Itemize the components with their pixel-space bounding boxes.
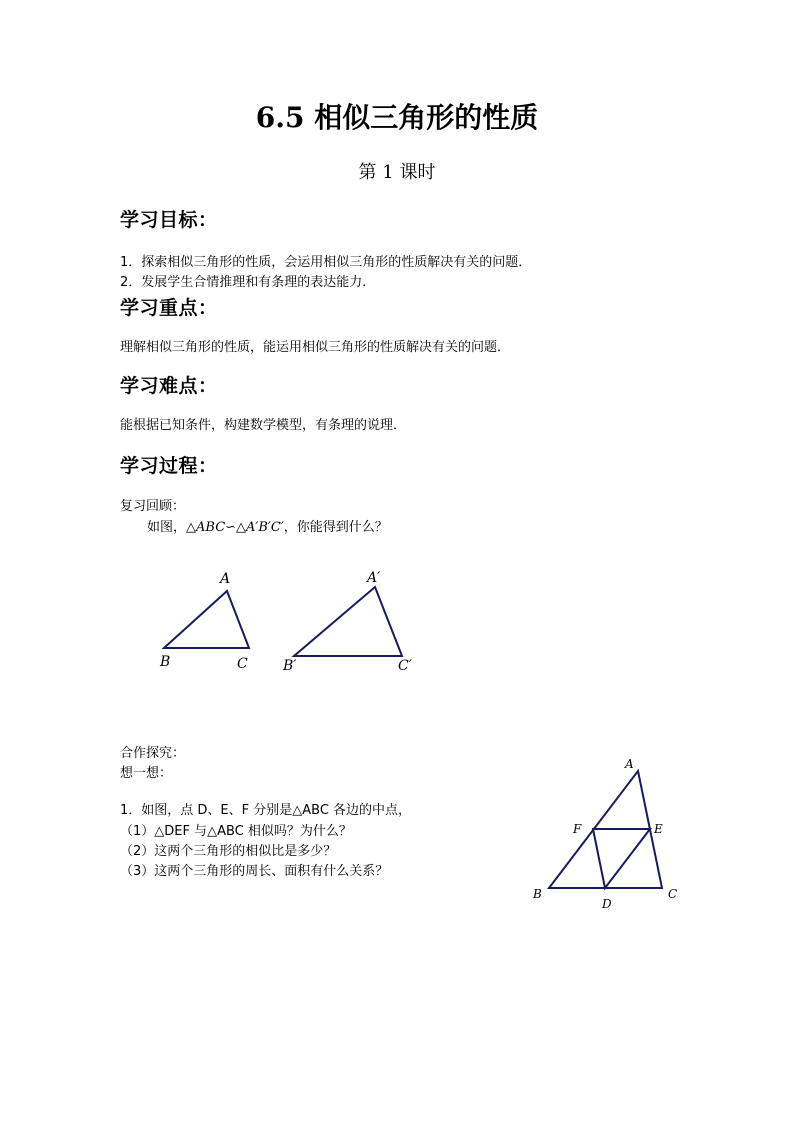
review-prefix: 如图， (147, 520, 187, 535)
difficulty-text: 能根据已知条件，构建数学模型，有条理的说理． (120, 418, 407, 433)
goal-item-1: 1．探索相似三角形的性质，会运用相似三角形的性质解决有关的问题． (120, 255, 532, 270)
similarity-expression: △ABC∽△A′B′C′ (186, 520, 284, 535)
label-d: D (602, 897, 612, 911)
label-a: A (220, 571, 231, 587)
similar-triangles-figure (150, 560, 440, 685)
key-heading: 学习重点： (120, 297, 218, 319)
triangle-abc (164, 591, 249, 648)
difficulty-heading: 学习难点： (120, 375, 218, 397)
question-1: 1．如图，点 D、E、F 分别是△ABC 各边的中点， (120, 803, 412, 818)
think-label: 想一想： (120, 766, 173, 781)
triangle-a-prime-b-prime-c-prime (294, 587, 402, 656)
label-c: C (237, 656, 248, 672)
key-text: 理解相似三角形的性质，能运用相似三角形的性质解决有关的问题． (120, 340, 511, 355)
goal-item-2: 2．发展学生合情推理和有条理的表达能力． (120, 275, 376, 290)
midpoint-triangle-figure (525, 750, 695, 920)
question-1-part-3: （3）这两个三角形的周长、面积有什么关系？ (120, 864, 389, 879)
process-heading: 学习过程： (120, 455, 218, 477)
page-title: 6.5 相似三角形的性质 (255, 101, 539, 134)
label-a-prime: A′ (367, 570, 381, 586)
review-suffix: ，你能得到什么？ (283, 520, 388, 535)
label-f: F (573, 822, 582, 836)
question-1-part-2: （2）这两个三角形的相似比是多少？ (120, 844, 337, 859)
coop-label: 合作探究： (120, 746, 186, 761)
triangle-def-inner (593, 829, 650, 888)
page-subtitle: 第 1 课时 (358, 162, 436, 183)
review-label: 复习回顾： (120, 499, 186, 514)
review-question (147, 518, 388, 537)
label-b: B (160, 654, 171, 670)
goals-heading: 学习目标： (120, 209, 218, 231)
label-a: A (625, 757, 634, 771)
label-b: B (533, 887, 542, 901)
question-1-part-1: （1）△DEF 与△ABC 相似吗？为什么？ (120, 824, 352, 839)
label-c: C (668, 887, 678, 901)
label-b-prime: B′ (283, 658, 297, 674)
label-e: E (654, 822, 663, 836)
label-c-prime: C′ (398, 658, 412, 674)
